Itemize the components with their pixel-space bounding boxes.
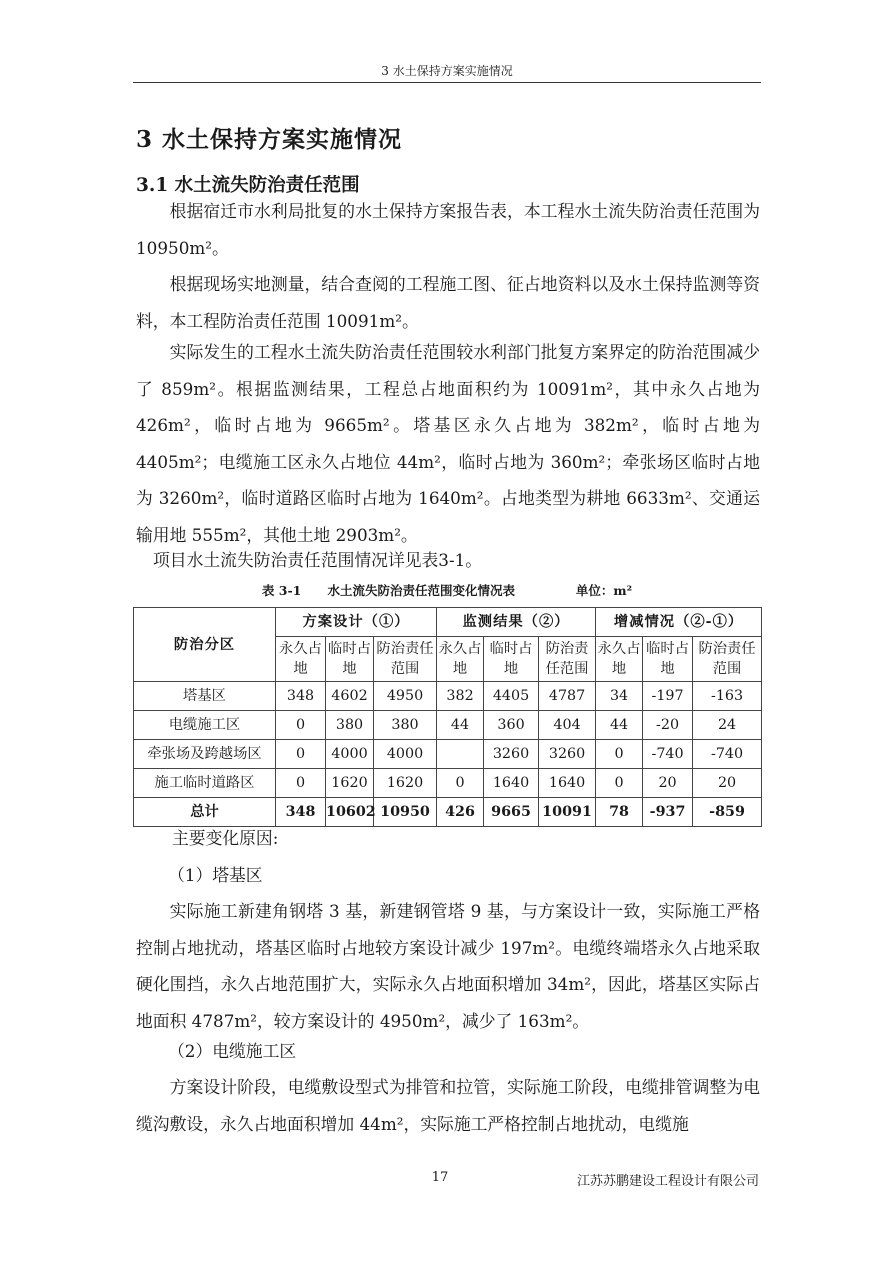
- table-caption: 表 3-1 水土流失防治责任范围变化情况表 单位：m²: [261, 583, 633, 598]
- paragraph-cable-zone: 方案设计阶段，电缆敷设型式为排管和拉管，实际施工阶段，电缆排管调整为电缆沟敷设，永久占地面积增加 44m²，实际施工严格控制占地扰动，电缆施: [136, 1077, 760, 1134]
- table-cell: 360: [484, 711, 539, 740]
- total-cell: -859: [693, 798, 762, 827]
- table-cell: 348: [276, 682, 326, 711]
- table-cell: [437, 740, 484, 769]
- section-heading: 3.1 水土流失防治责任范围: [136, 175, 360, 196]
- paragraph-measured-scope: 根据现场实地测量，结合查阅的工程施工图、征占地资料以及水土保持监测等资料，本工程防治责任范围 10091m²。: [136, 274, 760, 331]
- header-monitoring-result: 监测结果（②）: [437, 608, 596, 637]
- subheader-cell: 临时占地: [484, 637, 539, 682]
- running-header: [133, 60, 761, 83]
- paragraph-scope-change: 实际发生的工程水土流失防治责任范围较水利部门批复方案界定的防治范围减少了 859m²。根据监测结果，工程总占地面积约为 10091m²，其中永久占地为 426m²，临时占地为 9665m²。塔基区永久占地为 382m²，临时占地为 4405m²；电缆施工区永久占地位 44m²，临时占地为 360m²；牵张场区临时占地为 3260m²，临时道路区临时占地为 1640m²。占地类型为耕地 6633m²、交通运输用地 555m²，其他土地 2903m²。: [136, 342, 760, 545]
- table-cell: 380: [374, 711, 437, 740]
- subheader-cell: 防治责任范围: [539, 637, 596, 682]
- table-cell: 0: [596, 769, 643, 798]
- table-cell: -197: [643, 682, 693, 711]
- paragraph-tower-zone: 实际施工新建角钢塔 3 基，新建钢管塔 9 基，与方案设计一致，实际施工严格控制占地扰动，塔基区临时占地较方案设计减少 197m²。电缆终端塔永久占地采取硬化围挡，永久占地范围扩大，实际永久占地面积增加 34m²，因此，塔基区实际占地面积 4787m²，较方案设计的 4950m²，减少了 163m²。: [136, 901, 760, 1031]
- total-cell: 10950: [374, 798, 437, 827]
- responsibility-scope-table: [133, 607, 762, 827]
- table-cell: 20: [693, 769, 762, 798]
- table-cell: 4000: [326, 740, 374, 769]
- table-row: [134, 711, 762, 740]
- table-cell: 1620: [374, 769, 437, 798]
- table-cell: 1640: [484, 769, 539, 798]
- table-cell: 380: [326, 711, 374, 740]
- table-cell: 0: [276, 711, 326, 740]
- company-name: 江苏苏鹏建设工程设计有限公司: [576, 1174, 759, 1189]
- subheader-cell: 临时占地: [643, 637, 693, 682]
- table-cell: 0: [437, 769, 484, 798]
- table-row: [134, 769, 762, 798]
- table-cell: -20: [643, 711, 693, 740]
- table-row: [134, 740, 762, 769]
- table-cell: 4405: [484, 682, 539, 711]
- paragraph-table-reference: 项目水土流失防治责任范围情况详见表3-1。: [153, 550, 483, 570]
- table-cell: 4000: [374, 740, 437, 769]
- table-cell: 382: [437, 682, 484, 711]
- header-change: 增减情况（②-①）: [596, 608, 762, 637]
- table-cell: 4950: [374, 682, 437, 711]
- table-cell: 3260: [484, 740, 539, 769]
- table-cell: 0: [596, 740, 643, 769]
- table-cell: 404: [539, 711, 596, 740]
- table-cell: 3260: [539, 740, 596, 769]
- table-cell: -740: [643, 740, 693, 769]
- total-label: 总计: [134, 798, 276, 827]
- table-cell: 4602: [326, 682, 374, 711]
- table-cell: 0: [276, 769, 326, 798]
- chapter-heading: 3 水土保持方案实施情况: [136, 126, 403, 153]
- subheader-cell: 永久占地: [437, 637, 484, 682]
- table-row: [134, 682, 762, 711]
- table-cell: 20: [643, 769, 693, 798]
- paragraph-approved-scope: 根据宿迁市水利局批复的水土保持方案报告表，本工程水土流失防治责任范围为 10950m²。: [136, 201, 760, 258]
- subheader-cell: 临时占地: [326, 637, 374, 682]
- table-cell: 1640: [539, 769, 596, 798]
- header-zone: 防治分区: [134, 608, 276, 682]
- table-cell: 24: [693, 711, 762, 740]
- total-cell: 9665: [484, 798, 539, 827]
- table-cell: 44: [437, 711, 484, 740]
- paragraph-change-reasons-label: 主要变化原因:: [172, 828, 279, 848]
- zone-name: 塔基区: [134, 682, 276, 711]
- zone-name: 施工临时道路区: [134, 769, 276, 798]
- subheader-cell: 永久占地: [596, 637, 643, 682]
- total-cell: -937: [643, 798, 693, 827]
- subheader-cell: 永久占地: [276, 637, 326, 682]
- total-cell: 426: [437, 798, 484, 827]
- total-cell: 10091: [539, 798, 596, 827]
- page-number: 17: [431, 1170, 449, 1185]
- table-cell: 4787: [539, 682, 596, 711]
- subheader-cell: 防治责任范围: [374, 637, 437, 682]
- subheader-cell: 防治责任范围: [693, 637, 762, 682]
- total-cell: 78: [596, 798, 643, 827]
- subheading-tower-zone: （1）塔基区: [168, 865, 263, 885]
- table-cell: -740: [693, 740, 762, 769]
- table-cell: 34: [596, 682, 643, 711]
- running-header-title: 3 水土保持方案实施情况: [381, 64, 513, 78]
- zone-name: 电缆施工区: [134, 711, 276, 740]
- table-cell: -163: [693, 682, 762, 711]
- total-cell: 348: [276, 798, 326, 827]
- table-cell: 44: [596, 711, 643, 740]
- subheading-cable-zone: （2）电缆施工区: [168, 1041, 297, 1061]
- total-cell: 10602: [326, 798, 374, 827]
- table-cell: 0: [276, 740, 326, 769]
- table-cell: 1620: [326, 769, 374, 798]
- zone-name: 牵张场及跨越场区: [134, 740, 276, 769]
- header-plan-design: 方案设计（①）: [276, 608, 437, 637]
